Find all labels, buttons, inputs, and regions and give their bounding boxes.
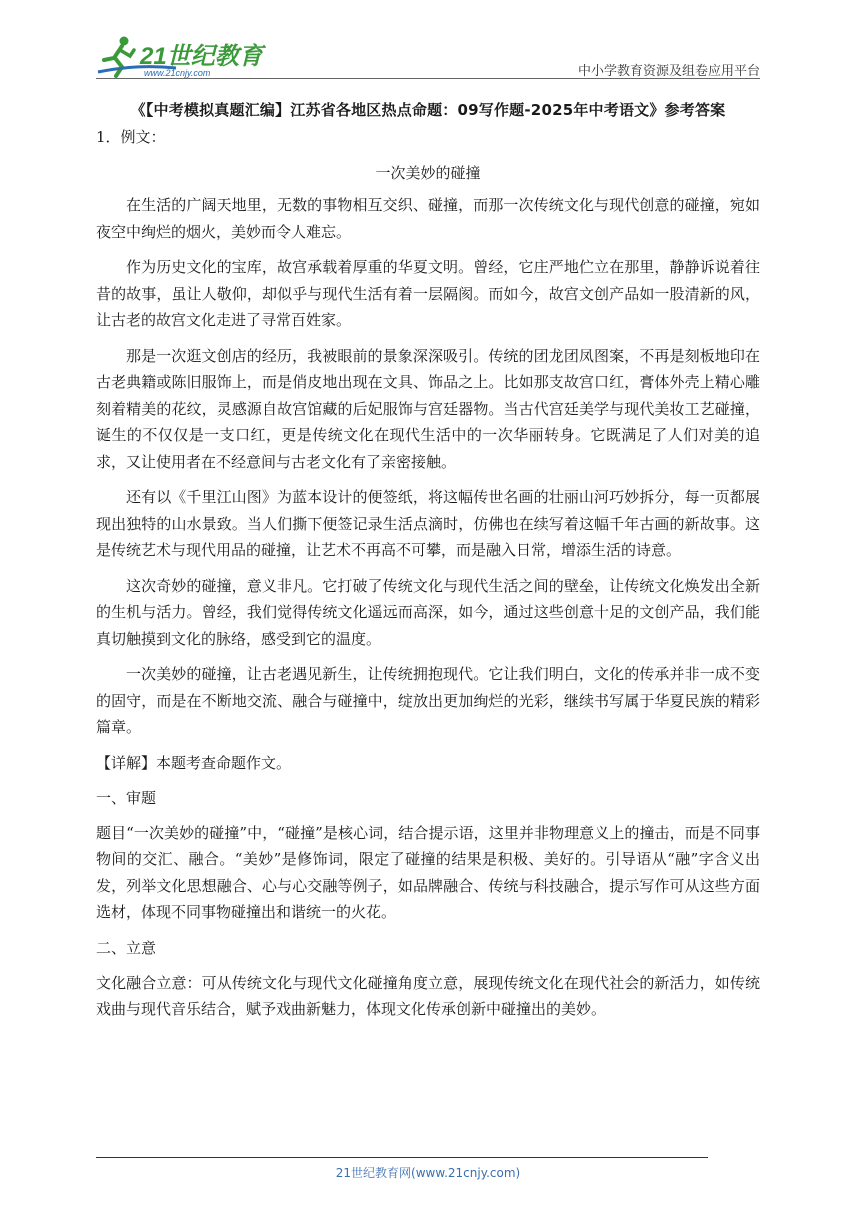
essay-paragraph: 在生活的广阔天地里，无数的事物相互交织、碰撞，而那一次传统文化与现代创意的碰撞，宛如夜空中绚烂的烟火，美妙而令人难忘。 bbox=[96, 196, 760, 241]
site-logo bbox=[96, 34, 266, 78]
essay-paragraph: 那是一次逛文创店的经历，我被眼前的景象深深吸引。传统的团龙团凤图案，不再是刻板地印在古老典籍或陈旧服饰上，而是俏皮地出现在文具、饰品之上。比如那支故宫口红，膏体外壳上精心雕刻着精美的花纹，灵感源自故宫馆藏的后妃服饰与宫廷器物。当古代宫廷美学与现代美妆工艺碰撞，诞生的不仅仅是一支口红，更是传统文化在现代生活中的一次华丽转身。它既满足了人们对美的追求，又让使用者在不经意间与古老文化有了亲密接触。 bbox=[96, 346, 760, 471]
essay-paragraph: 还有以《千里江山图》为蓝本设计的便签纸，将这幅传世名画的壮丽山河巧妙拆分，每一页都展现出独特的山水景致。当人们撕下便签记录生活点滴时，仿佛也在续写着这幅千年古画的新故事。这是传统艺术与现代用品的碰撞，让艺术不再高不可攀，而是融入日常，增添生活的诗意。 bbox=[96, 488, 760, 559]
section-text-theme: 文化融合立意：可从传统文化与现代文化碰撞角度立意，展现传统文化在现代社会的新活力，如传统戏曲与现代音乐结合，赋予戏曲新魅力，体现文化传承创新中碰撞出的美妙。 bbox=[96, 973, 760, 1018]
footer-divider bbox=[96, 1157, 708, 1158]
detail-heading: 【详解】本题考查命题作文。 bbox=[96, 753, 292, 772]
section-title-theme: 二、立意 bbox=[96, 938, 157, 957]
section-text-review: 题目“一次美妙的碰撞”中，“碰撞”是核心词，结合提示语，这里并非物理意义上的撞击，而是不同事物间的交汇、融合。“美妙”是修饰词，限定了碰撞的结果是积极、美好的。引导语从“融”字含义出发，列举文化思想融合、心与心交融等例子，如品牌融合、传统与科技融合，提示写作可从这些方面选材，体现不同事物碰撞出和谐统一的火花。 bbox=[96, 823, 760, 921]
document-title: 《【中考模拟真题汇编】江苏省各地区热点命题：09写作题-2025年中考语文》参考答案 bbox=[130, 101, 726, 119]
footer-link[interactable]: 21世纪教育网(www.21cnjy.com) bbox=[335, 1166, 521, 1180]
essay-title: 一次美妙的碰撞 bbox=[375, 164, 481, 182]
question-label: 1．例文： bbox=[96, 128, 166, 146]
essay-paragraph: 一次美妙的碰撞，让古老遇见新生，让传统拥抱现代。它让我们明白，文化的传承并非一成不变的固守，而是在不断地交流、融合与碰撞中，绽放出更加绚烂的光彩，继续书写属于华夏民族的精彩篇章。 bbox=[96, 665, 760, 736]
logo-main-text: 21世纪教育 bbox=[140, 43, 263, 70]
section-title-review: 一、审题 bbox=[96, 788, 157, 807]
runner-logo-icon bbox=[96, 34, 266, 78]
essay-paragraph: 这次奇妙的碰撞，意义非凡。它打破了传统文化与现代生活之间的壁垒，让传统文化焕发出全新的生机与活力。曾经，我们觉得传统文化遥远而高深，如今，通过这些创意十足的文创产品，我们能真切触摸到文化的脉络，感受到它的温度。 bbox=[96, 576, 760, 648]
document-body bbox=[96, 98, 760, 1032]
logo-url-text: www.21cnjy.com bbox=[144, 68, 211, 78]
header-divider bbox=[96, 78, 760, 79]
platform-name: 中小学教育资源及组卷应用平台 bbox=[577, 64, 760, 79]
page-header bbox=[96, 26, 760, 82]
essay-paragraph: 作为历史文化的宝库，故宫承载着厚重的华夏文明。曾经，它庄严地伫立在那里，静静诉说着往昔的故事，虽让人敬仰，却似乎与现代生活有着一层隔阂。而如今，故宫文创产品如一股清新的风，让古老的故宫文化走进了寻常百姓家。 bbox=[96, 258, 760, 329]
